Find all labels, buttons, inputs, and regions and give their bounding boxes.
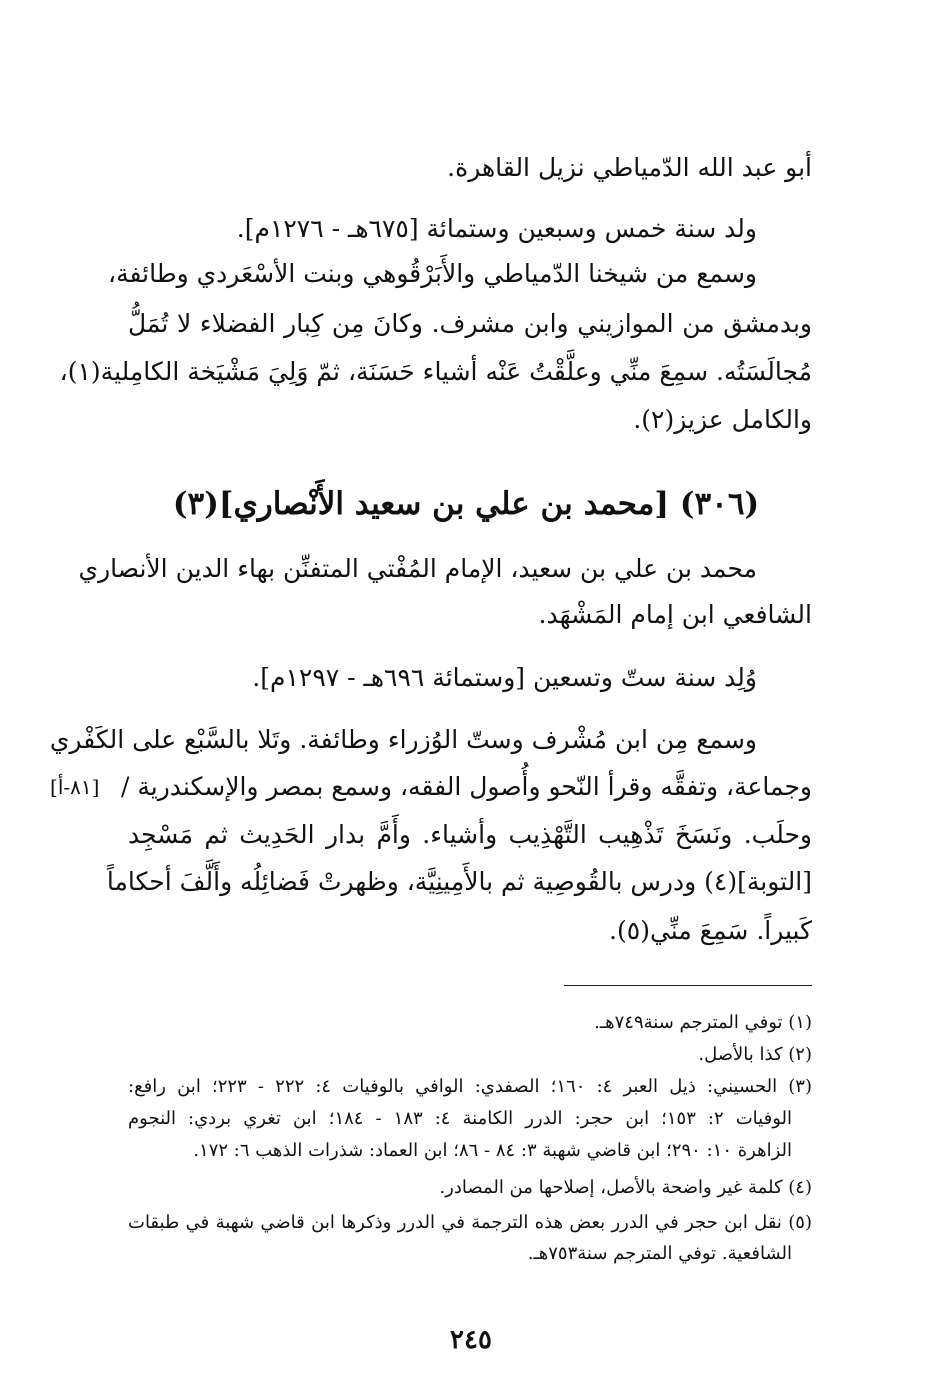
entry-line-5: وجماعة، وتفقَّه وقرأ النّحو وأُصول الفقه، وسمع بمصر والإسكندرية / xyxy=(120,772,812,801)
footnote-2: (٢) كذا بالأصل. xyxy=(698,1044,812,1065)
body-line-5: مُجالَسَتُه. سمِعَ منِّي وعلَّقْتُ عَنْه أشياء حَسَنَة، ثمّ وَلِيَ مَشْيَخة الكامِلية(١)، xyxy=(59,357,812,386)
body-line-1: أبو عبد الله الدّمياطي نزيل القاهرة. xyxy=(447,153,812,182)
entry-line-8: كَبيراً. سَمِعَ منِّي(٥). xyxy=(609,916,812,945)
margin-folio-note: [٨١-أ] xyxy=(50,775,100,799)
footnote-divider xyxy=(564,985,812,986)
entry-line-4: وسمع مِن ابن مُشْرف وستّ الوُزراء وطائفة. وتَلا بالسَّبْع على الكَفْري xyxy=(49,725,757,754)
entry-line-6: وحلَب. ونَسَخَ تَذْهِيب التَّهْذِيب وأشياء. وأَمَّ بدار الحَدِيث ثم مَسْجِد xyxy=(128,820,812,849)
entry-line-2: الشافعي ابن إمام المَشْهَد. xyxy=(538,600,812,629)
footnote-5-line-1: (٥) نقل ابن حجر في الدرر بعض هذه الترجمة في الدرر وذكرها ابن قاضي شهبة في طبقات xyxy=(128,1212,812,1233)
page-number: ٢٤٥ xyxy=(450,1325,492,1355)
entry-line-7: [التوبة](٤) ودرس بالقُوصِية ثم بالأَمِينِيَّة، وظهرتْ فَضائِلُه وأَلَّفَ أحكاماً xyxy=(106,867,812,896)
footnote-3-line-1: (٣) الحسيني: ذيل العبر ٤: ١٦٠؛ الصفدي: الوافي بالوفيات ٤: ٢٢٢ - ٢٢٣؛ ابن رافع: xyxy=(128,1076,812,1097)
body-line-6: والكامل عزيز(٢). xyxy=(633,405,812,434)
entry-heading: (٣٠٦) [محمد بن علي بن سعيد الأَنْصاري](٣) xyxy=(172,486,760,522)
footnote-5-line-2: الشافعية. توفي المترجم سنة٧٥٣هـ. xyxy=(527,1243,792,1264)
body-line-2: ولد سنة خمس وسبعين وستمائة [٦٧٥هـ - ١٢٧٦م]. xyxy=(236,214,757,243)
body-line-3: وسمع من شيخنا الدّمياطي والأَبَرْقُوهي وبنت الأسْعَردي وطائفة، xyxy=(108,259,757,288)
footnote-3-line-2: الوفيات ٢: ١٥٣؛ ابن حجر: الدرر الكامنة ٤: ١٨٣ - ١٨٤؛ ابن تغري بردي: النجوم xyxy=(128,1108,792,1129)
body-line-4: وبدمشق من الموازيني وابن مشرف. وكانَ مِن كِبار الفضلاء لا تُمَلُّ xyxy=(128,309,812,338)
footnote-1: (١) توفي المترجم سنة٧٤٩هـ. xyxy=(594,1012,812,1033)
footnote-3-line-3: الزاهرة ١٠: ٢٩٠؛ ابن قاضي شهبة ٣: ٨٤ - ٨٦؛ ابن العماد: شذرات الذهب ٦: ١٧٢. xyxy=(193,1140,792,1161)
entry-line-3: وُلِد سنة ستّ وتسعين [وستمائة ٦٩٦هـ - ١٢٩٧م]. xyxy=(252,663,757,692)
footnote-4: (٤) كلمة غير واضحة بالأصل، إصلاحها من المصادر. xyxy=(439,1177,812,1198)
entry-line-1: محمد بن علي بن سعيد، الإمام المُفْتي المتفنِّن بهاء الدين الأنصاري xyxy=(78,554,757,583)
